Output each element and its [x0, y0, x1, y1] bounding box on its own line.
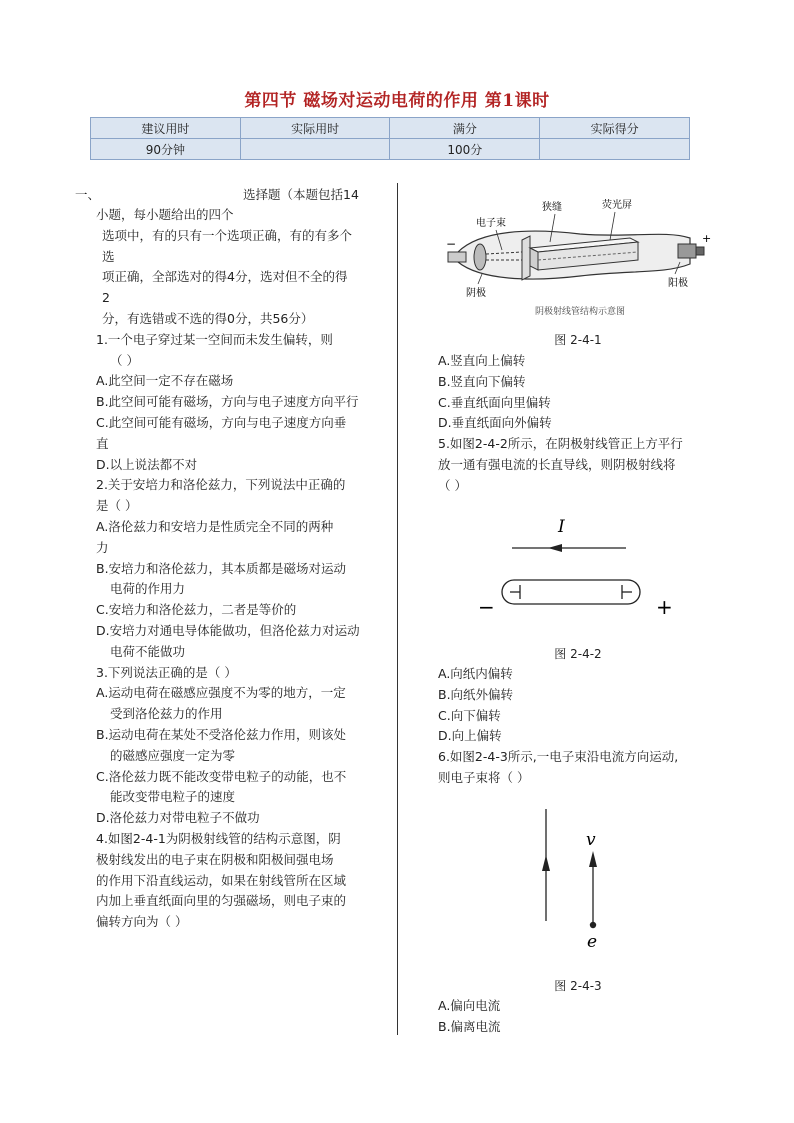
question-line: D.安培力对通电导体能做功，但洛伦兹力对运动: [96, 622, 360, 638]
figure-caption: 图 2-4-1: [554, 333, 602, 347]
plus-label: +: [656, 595, 673, 619]
question-line: 电荷的作用力: [110, 581, 186, 597]
label-minus: −: [446, 237, 457, 251]
label-slit: 狭缝: [542, 202, 562, 213]
label-plus: +: [702, 232, 712, 245]
option: D.向上偏转: [438, 728, 502, 744]
question-line: 5.如图2-4-2所示，在阴极射线管正上方平行: [438, 436, 683, 452]
question-line: A.此空间一定不存在磁场: [96, 373, 234, 389]
option: A.偏向电流: [438, 998, 501, 1013]
question-line: D.洛伦兹力对带电粒子不做功: [96, 810, 260, 826]
question-line: 的磁感应强度一定为零: [110, 747, 236, 763]
question-line: 直: [96, 435, 109, 451]
question-line: D.以上说法都不对: [96, 456, 198, 472]
question-line: （ ）: [438, 477, 467, 493]
score-table-cell: 90分钟: [91, 139, 241, 160]
question-line: A.运动电荷在磁感应强度不为零的地方，一定: [96, 685, 346, 701]
score-table-value-row: [91, 139, 690, 160]
question-line: 2.关于安培力和洛伦兹力，下列说法中正确的: [96, 477, 346, 493]
velocity-label: v: [586, 830, 596, 850]
question-line: C.安培力和洛伦兹力，二者是等价的: [96, 602, 297, 618]
question-line: 3.下列说法正确的是（ ）: [96, 664, 237, 680]
option: B.偏离电流: [438, 1018, 501, 1034]
question-line: 内加上垂直纸面向里的匀强磁场，则电子束的: [96, 893, 347, 909]
score-table-cell: 100分: [390, 139, 540, 160]
question-line: 1.一个电子穿过某一空间而未发生偏转，则: [96, 331, 333, 347]
column-divider: [397, 183, 398, 1035]
score-table-header: 满分: [390, 118, 540, 139]
question-line: 极射线发出的电子束在阴极和阳极间强电场: [96, 851, 334, 867]
score-table-header-row: [91, 118, 690, 139]
score-table-cell: [240, 139, 390, 160]
question-line: C.洛伦兹力既不能改变带电粒子的动能，也不: [96, 768, 347, 784]
question-line: C.此空间可能有磁场，方向与电子速度方向垂: [96, 414, 347, 430]
question-line: （ ）: [110, 352, 139, 368]
option: C.垂直纸面向里偏转: [438, 394, 551, 410]
minus-label: −: [478, 595, 495, 619]
label-cathode: 阴极: [466, 288, 486, 299]
question-line: 4.如图2-4-1为阴极射线管的结构示意图，阴: [96, 830, 341, 846]
question-line: 电荷不能做功: [110, 643, 186, 659]
question-line: 则电子束将（ ）: [438, 769, 530, 785]
question-list-left: [96, 330, 386, 933]
wire-and-tube-figure: [470, 510, 690, 620]
score-table-header: 实际用时: [240, 118, 390, 139]
cathode-ray-tube-figure: [440, 190, 720, 320]
score-table: [90, 117, 690, 160]
question-line: A.洛伦兹力和安培力是性质完全不同的两种: [96, 518, 334, 534]
question-line: 6.如图2-4-3所示,一电子束沿电流方向运动,: [438, 749, 679, 765]
right-column-block-2: [438, 664, 738, 789]
option: A.向纸内偏转: [438, 666, 513, 681]
electron-velocity-arrow: [589, 851, 597, 867]
option: D.垂直纸面向外偏转: [438, 415, 552, 431]
option: A.竖直向上偏转: [438, 353, 526, 368]
question-line: 是（ ）: [96, 498, 138, 514]
score-table-header: 实际得分: [540, 118, 690, 139]
score-table-header: 建议用时: [91, 118, 241, 139]
electron-dot: [590, 922, 596, 928]
current-and-electron-figure: [520, 805, 630, 955]
question-line: 放一通有强电流的长直导线，则阴极射线将: [438, 456, 676, 472]
figure-subcaption: 阴极射线管结构示意图: [534, 307, 626, 317]
question-line: 偏转方向为（ ）: [96, 914, 188, 930]
question-line: B.安培力和洛伦兹力，其本质都是磁场对运动: [96, 560, 347, 576]
section-instruction-line: 选项中，有的只有一个选项正确，有的有多个: [102, 227, 353, 243]
question-line: 力: [96, 539, 109, 555]
question-line: B.运动电荷在某处不受洛伦兹力作用，则该处: [96, 726, 347, 742]
section-instruction-line: 项正确，全部选对的得4分，选对但不全的得: [102, 269, 348, 285]
label-anode: 阳极: [668, 278, 688, 289]
question-line: 受到洛伦兹力的作用: [110, 706, 223, 722]
section-instruction-line: 小题，每小题给出的四个: [96, 207, 234, 222]
left-column: [96, 205, 386, 933]
section-instruction-line: 2: [102, 290, 110, 306]
label-electron-beam: 电子束: [476, 218, 506, 229]
tube-outline: [502, 580, 640, 604]
figure-caption: 图 2-4-3: [554, 979, 602, 993]
section-instruction-line: 选: [102, 248, 115, 264]
label-screen: 荧光屏: [602, 200, 632, 211]
figure-caption: 图 2-4-2: [554, 647, 602, 661]
option: B.竖直向下偏转: [438, 373, 526, 389]
option: B.向纸外偏转: [438, 686, 514, 702]
electron-label: e: [587, 932, 598, 952]
section-number: 一、: [75, 187, 101, 202]
current-arrow: [548, 544, 562, 552]
score-table-cell: [540, 139, 690, 160]
question-line: 能改变带电粒子的速度: [110, 789, 236, 805]
question-line: 的作用下沿直线运动，如果在射线管所在区域: [96, 872, 347, 888]
option: C.向下偏转: [438, 707, 501, 723]
current-label: I: [558, 517, 565, 537]
question-line: B.此空间可能有磁场，方向与电子速度方向平行: [96, 394, 359, 410]
right-column-block-3: [438, 996, 738, 1038]
section-instruction-line: 分，有选错或不选的得0分，共56分）: [102, 310, 314, 326]
page-title: 第四节 磁场对运动电荷的作用 第1课时: [244, 91, 550, 111]
current-direction-arrow: [542, 855, 550, 871]
section-heading: 选择题（本题包括14: [243, 187, 359, 202]
right-column-block-1: [438, 351, 738, 497]
